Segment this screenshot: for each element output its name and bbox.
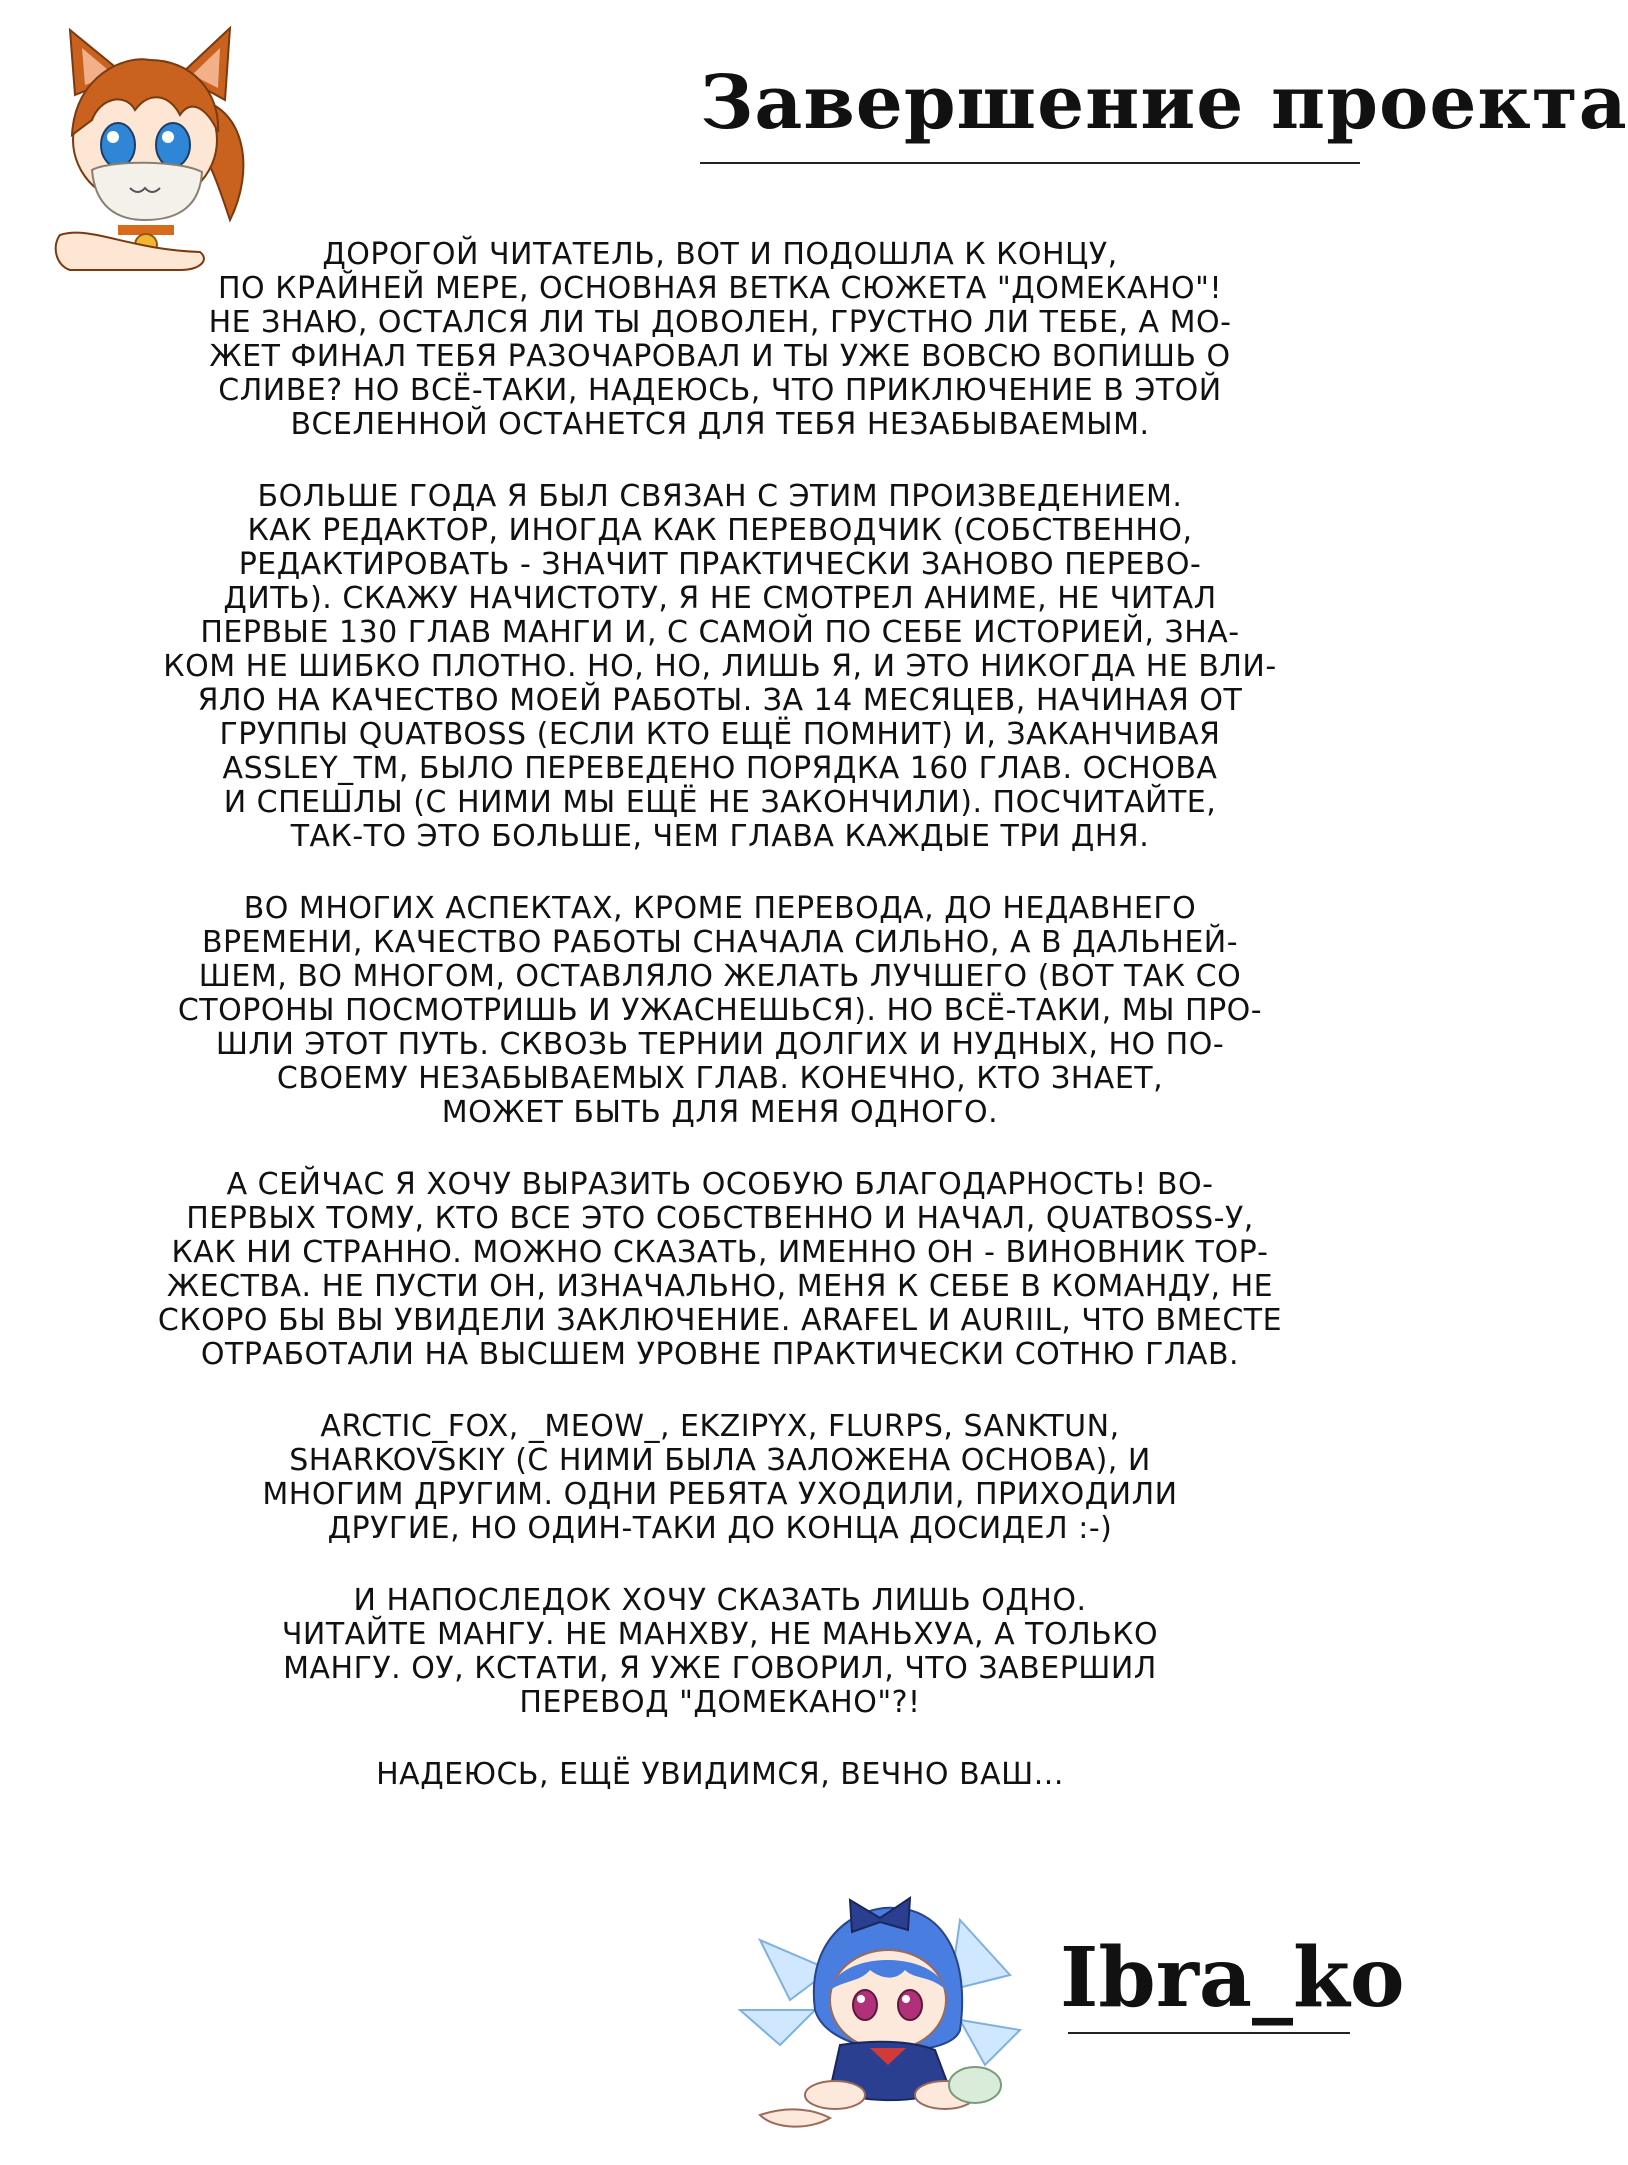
paragraph-1 [130, 238, 1310, 442]
text-line: ПЕРВЫХ ТОМУ, КТО ВСЕ ЭТО СОБСТВЕННО И НАЧАЛ, QUATBOSS-У, [186, 1201, 1254, 1236]
title-underline [700, 162, 1360, 164]
fox-girl-illustration [30, 20, 260, 270]
text-line: ДРУГИЕ, НО ОДИН-ТАКИ ДО КОНЦА ДОСИДЕЛ :-) [327, 1511, 1113, 1546]
text-line: ГРУППЫ QUATBOSS (ЕСЛИ КТО ЕЩЁ ПОМНИТ) И, ЗАКАНЧИВАЯ [219, 717, 1221, 752]
text-line: КАК РЕДАКТОР, ИНОГДА КАК ПЕРЕВОДЧИК (СОБСТВЕННО, [247, 513, 1193, 548]
text-line: ДОРОГОЙ ЧИТАТЕЛЬ, ВОТ И ПОДОШЛА К КОНЦУ, [322, 237, 1118, 272]
text-line: МАНГУ. ОУ, КСТАТИ, Я УЖЕ ГОВОРИЛ, ЧТО ЗАВЕРШИЛ [283, 1651, 1157, 1686]
paragraph-2 [130, 480, 1310, 854]
text-line: ОТРАБОТАЛИ НА ВЫСШЕМ УРОВНЕ ПРАКТИЧЕСКИ СОТНЮ ГЛАВ. [200, 1337, 1240, 1372]
text-line: РЕДАКТИРОВАТЬ - ЗНАЧИТ ПРАКТИЧЕСКИ ЗАНОВО ПЕРЕВО- [238, 547, 1202, 582]
text-line: ТАК-ТО ЭТО БОЛЬШЕ, ЧЕМ ГЛАВА КАЖДЫЕ ТРИ ДНЯ. [290, 819, 1150, 854]
text-line: ДИТЬ). СКАЖУ НАЧИСТОТУ, Я НЕ СМОТРЕЛ АНИМЕ, НЕ ЧИТАЛ [223, 581, 1217, 616]
text-line: НАДЕЮСЬ, ЕЩЁ УВИДИМСЯ, ВЕЧНО ВАШ... [376, 1757, 1064, 1792]
text-line: ASSLEY_TM, БЫЛО ПЕРЕВЕДЕНО ПОРЯДКА 160 ГЛАВ. ОСНОВА [222, 751, 1218, 786]
text-line: ПЕРЕВОД "ДОМЕКАНО"?! [519, 1685, 921, 1720]
text-line: КОМ НЕ ШИБКО ПЛОТНО. НО, НО, ЛИШЬ Я, И ЭТО НИКОГДА НЕ ВЛИ- [163, 649, 1277, 684]
text-line: ЖЕТ ФИНАЛ ТЕБЯ РАЗОЧАРОВАЛ И ТЫ УЖЕ ВОВСЮ ВОПИШЬ О [209, 339, 1231, 374]
text-line: ПЕРВЫЕ 130 ГЛАВ МАНГИ И, С САМОЙ ПО СЕБЕ ИСТОРИЕЙ, ЗНА- [200, 615, 1240, 650]
paragraph-6 [130, 1584, 1310, 1720]
text-line: КАК НИ СТРАННО. МОЖНО СКАЗАТЬ, ИМЕННО ОН - ВИНОВНИК ТОР- [171, 1235, 1269, 1270]
text-line: ВРЕМЕНИ, КАЧЕСТВО РАБОТЫ СНАЧАЛА СИЛЬНО, А В ДАЛЬНЕЙ- [201, 925, 1239, 960]
paragraph-3 [130, 892, 1310, 1130]
text-line: СВОЕМУ НЕЗАБЫВАЕМЫХ ГЛАВ. КОНЕЧНО, КТО ЗНАЕТ, [276, 1061, 1164, 1096]
text-line: SHARKOVSKIY (С НИМИ БЫЛА ЗАЛОЖЕНА ОСНОВА), И [289, 1443, 1151, 1478]
paragraph-7 [130, 1758, 1310, 1792]
signature-name: Ibra_ko [1060, 1930, 1405, 2026]
text-line: ШЛИ ЭТОТ ПУТЬ. СКВОЗЬ ТЕРНИИ ДОЛГИХ И НУДНЫХ, НО ПО- [215, 1027, 1225, 1062]
text-line: ПО КРАЙНЕЙ МЕРЕ, ОСНОВНАЯ ВЕТКА СЮЖЕТА "ДОМЕКАНО"! [218, 271, 1222, 306]
text-line: МОЖЕТ БЫТЬ ДЛЯ МЕНЯ ОДНОГО. [441, 1095, 999, 1130]
text-line: ВСЕЛЕННОЙ ОСТАНЕТСЯ ДЛЯ ТЕБЯ НЕЗАБЫВАЕМЫМ. [290, 407, 1150, 442]
text-line: МНОГИМ ДРУГИМ. ОДНИ РЕБЯТА УХОДИЛИ, ПРИХОДИЛИ [262, 1477, 1178, 1512]
text-line: А СЕЙЧАС Я ХОЧУ ВЫРАЗИТЬ ОСОБУЮ БЛАГОДАРНОСТЬ! ВО- [226, 1167, 1214, 1202]
page-title: Завершение проекта [700, 60, 1628, 146]
paragraph-5 [130, 1410, 1310, 1546]
text-line: ЧИТАЙТЕ МАНГУ. НЕ МАНХВУ, НЕ МАНЬХУА, А ТОЛЬКО [281, 1617, 1159, 1652]
text-line: БОЛЬШЕ ГОДА Я БЫЛ СВЯЗАН С ЭТИМ ПРОИЗВЕДЕНИЕМ. [257, 479, 1183, 514]
letter-body [130, 238, 1310, 1830]
text-line: ARCTIC_FOX, _MEOW_, EKZIPYX, FLURPS, SANKTUN, [320, 1409, 1120, 1444]
ice-fairy-illustration [720, 1880, 1040, 2140]
text-line: СЛИВЕ? НО ВСЁ-ТАКИ, НАДЕЮСЬ, ЧТО ПРИКЛЮЧЕНИЕ В ЭТОЙ [218, 373, 1222, 408]
text-line: СКОРО БЫ ВЫ УВИДЕЛИ ЗАКЛЮЧЕНИЕ. ARAFEL И AURIIL, ЧТО ВМЕСТЕ [157, 1303, 1283, 1338]
text-line: ЖЕСТВА. НЕ ПУСТИ ОН, ИЗНАЧАЛЬНО, МЕНЯ К СЕБЕ В КОМАНДУ, НЕ [166, 1269, 1274, 1304]
text-line: СТОРОНЫ ПОСМОТРИШЬ И УЖАСНЕШЬСЯ). НО ВСЁ-ТАКИ, МЫ ПРО- [177, 993, 1263, 1028]
text-line: НЕ ЗНАЮ, ОСТАЛСЯ ЛИ ТЫ ДОВОЛЕН, ГРУСТНО ЛИ ТЕБЕ, А МО- [208, 305, 1232, 340]
signature-underline [1068, 2032, 1350, 2034]
text-line: И СПЕШЛЫ (С НИМИ МЫ ЕЩЁ НЕ ЗАКОНЧИЛИ). ПОСЧИТАЙТЕ, [223, 785, 1217, 820]
text-line: ШЕМ, ВО МНОГОМ, ОСТАВЛЯЛО ЖЕЛАТЬ ЛУЧШЕГО (ВОТ ТАК СО [198, 959, 1242, 994]
text-line: И НАПОСЛЕДОК ХОЧУ СКАЗАТЬ ЛИШЬ ОДНО. [353, 1583, 1087, 1618]
paragraph-4 [130, 1168, 1310, 1372]
text-line: ВО МНОГИХ АСПЕКТАХ, КРОМЕ ПЕРЕВОДА, ДО НЕДАВНЕГО [243, 891, 1197, 926]
text-line: ЯЛО НА КАЧЕСТВО МОЕЙ РАБОТЫ. ЗА 14 МЕСЯЦЕВ, НАЧИНАЯ ОТ [197, 683, 1243, 718]
